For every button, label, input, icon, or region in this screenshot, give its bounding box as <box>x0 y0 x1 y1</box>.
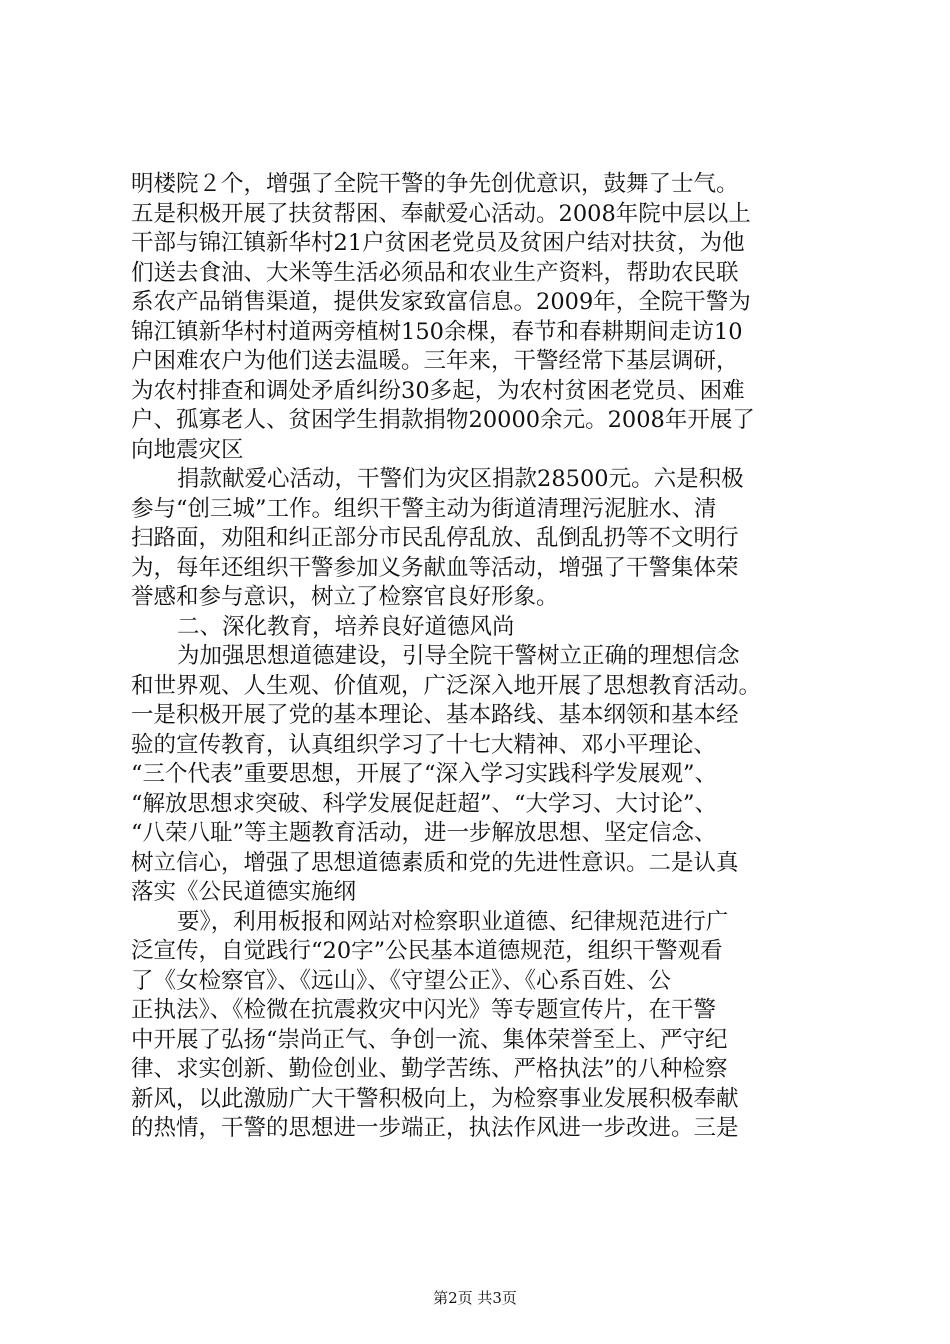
text-line: 的热情，干警的思想进一步端正，执法作风进一步改进。三是 <box>131 1115 739 1141</box>
text-line: 为，每年还组织干警参加义务献血等活动，增强了干警集体荣 <box>131 554 739 581</box>
text-line: 正执法》、《检微在抗震救灾中闪光》等专题宣传片，在干警 <box>131 997 717 1023</box>
text-line: 中开展了弘扬“崇尚正气、争创一流、集体荣誉至上、严守纪 <box>131 1026 728 1053</box>
text-line: 律、求实创新、勤俭创业、勤学苦练、严格执法”的八种检察 <box>131 1056 728 1082</box>
text-line: 新风，以此激励广大干警积极向上，为检察事业发展积极奉献 <box>131 1085 739 1112</box>
text-line: 锦江镇新华村村道两旁植树150余棵，春节和春耕期间走访10 <box>131 318 743 345</box>
text-line: 一是积极开展了党的基本理论、基本路线、基本纲领和基本经 <box>131 702 739 728</box>
text-line: 誉感和参与意识，树立了检察官良好形象。 <box>131 584 559 610</box>
text-line: “三个代表”重要思想，开展了“深入学习实践科学发展观”、 <box>131 761 718 787</box>
text-line: 验的宣传教育，认真组织学习了十七大精神、邓小平理论、 <box>131 731 717 758</box>
text-line: 户困难农户为他们送去温暖。三年来，干警经常下基层调研， <box>131 348 739 374</box>
text-line: 干部与锦江镇新华村21户贫困老党员及贫困户结对扶贫，为他 <box>131 230 745 256</box>
text-line: 泛宣传，自觉践行“20字”公民基本道德规范，组织干警观看 <box>131 938 723 964</box>
page-number-footer: 第2页 共3页 <box>433 1289 517 1307</box>
text-line: 了《女检察官》、《远山》、《守望公正》、《心系百姓、公 <box>131 967 672 994</box>
text-line: 向地震灾区 <box>131 436 244 463</box>
section-heading: 二、深化教育，培养良好道德风尚 <box>177 613 515 640</box>
text-line: 树立信心，增强了思想道德素质和党的先进性意识。二是认真 <box>131 849 739 876</box>
text-line: “解放思想求突破、科学发展促赶超”、“大学习、大讨论”、 <box>131 790 718 817</box>
text-line: 明楼院２个，增强了全院干警的争先创优意识，鼓舞了士气。 <box>131 171 739 197</box>
text-line: 为农村排查和调处矛盾纠纷30多起，为农村贫困老党员、困难 <box>131 377 745 404</box>
text-line: 户、孤寡老人、贫困学生捐款捐物20000余元。2008年开展了 <box>131 407 755 433</box>
text-line: 五是积极开展了扶贫帮困、奉献爱心活动。2008年院中层以上 <box>131 200 751 227</box>
text-line: 和世界观、人生观、价值观，广泛深入地开展了思想教育活动。 <box>131 672 762 699</box>
text-line: 要》，利用板报和网站对检察职业道德、纪律规范进行广 <box>177 908 729 935</box>
text-line: “八荣八耻”等主题教育活动，进一步解放思想、坚定信念、 <box>131 820 717 846</box>
text-line: 为加强思想道德建设，引导全院干警树立正确的理想信念 <box>177 643 740 669</box>
text-line: 捐款献爱心活动，干警们为灾区捐款28500元。六是积极 <box>177 466 744 492</box>
text-line: 们送去食油、大米等生活必须品和农业生产资料，帮助农民联 <box>131 259 739 286</box>
text-line: 落实《公民道德实施纲 <box>131 879 357 905</box>
text-line: 系农产品销售渠道，提供发家致富信息。2009年，全院干警为 <box>131 289 751 315</box>
text-line: 参与“创三城”工作。组织干警主动为街道清理污泥脏水、清 <box>131 495 717 522</box>
text-line: 扫路面，劝阻和纠正部分市民乱停乱放、乱倒乱扔等不文明行 <box>131 525 739 551</box>
body-text <box>131 170 831 1144</box>
